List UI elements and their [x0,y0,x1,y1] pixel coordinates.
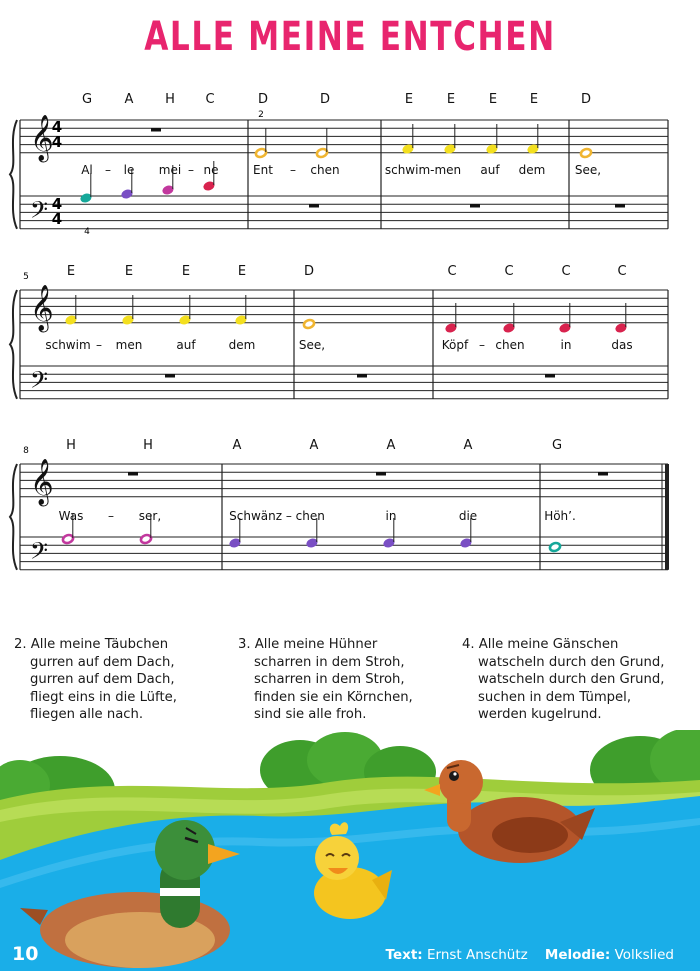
lyric: chen [310,163,340,177]
note-name: E [237,264,247,279]
bass-clef: 𝄢 [30,366,49,399]
note-e [179,295,191,325]
brace [10,120,17,229]
note-name: E [181,264,191,279]
lyric: Höh’. [544,509,576,523]
note-d [316,128,328,158]
note-name: A [232,438,242,453]
brace [10,290,17,399]
lyric: Schwänz – chen [229,509,325,523]
verse-line: 3. Alle meine Hühner [238,637,378,652]
melody-source: Volkslied [614,947,674,963]
note-g [549,542,561,553]
lyric: das [611,338,633,352]
note-name: H [143,438,153,453]
note-d [255,128,267,158]
whole-rest [376,472,386,476]
note-name: E [446,92,456,107]
note-name: E [529,92,539,107]
treble-clef: 𝄞 [30,459,54,505]
lyric: Köpf [441,338,469,352]
song-title: ALLE MEINE ENTCHEN [144,14,556,60]
note-name: C [617,264,627,279]
lyric: le [123,163,135,177]
verse-line: watscheln durch den Grund, [478,654,665,670]
verse-line: fliegt eins in die Lüfte, [30,689,177,705]
whole-rest [128,472,138,476]
verse-line: sind sie alle froh. [254,707,367,723]
final-barline-thick [665,464,669,570]
treble-clef: 𝄞 [30,285,54,331]
lyric: – [108,509,114,523]
note-name: D [319,92,331,107]
notes [62,124,627,552]
note-name: D [303,264,315,279]
bar-number-5: 5 [23,272,29,282]
page-number: 10 [12,943,39,965]
lyric: – [105,163,111,177]
lyric: men [115,338,143,352]
lyric: auf [176,338,196,352]
lyric: dem [228,338,256,352]
whole-rest [309,204,319,208]
note-name: C [561,264,571,279]
note-d [303,319,315,330]
lyric: auf [480,163,500,177]
melody-label: Melodie: [544,947,611,963]
note-name: C [504,264,514,279]
notehead [549,542,561,553]
whole-rest [615,204,625,208]
text-author: Ernst Anschütz [426,947,528,963]
verse-line: watscheln durch den Grund, [478,672,665,688]
note-c [559,303,571,333]
note-name: A [463,438,473,453]
time-signature-bottom-treble: 4 [51,133,63,151]
brace [10,464,17,570]
bass-clef: 𝄢 [30,196,49,229]
note-name: A [124,92,134,107]
whole-rest [165,374,175,378]
note-c [615,303,627,333]
lyric: mei [158,163,182,177]
lyric: – [479,338,485,352]
lyric: See, [298,338,326,352]
fingering-4: 4 [84,227,90,237]
lyric: Ent [253,163,273,177]
note-c [503,303,515,333]
verse-line: gurren auf dem Dach, [30,654,175,670]
note-g [80,173,92,203]
verse-line: werden kugelrund. [478,707,602,723]
note-name: G [81,92,93,107]
text-label: Text: [385,947,423,963]
verse-line: scharren in dem Stroh, [254,672,405,688]
lyric: schwim [45,338,91,352]
note-name: C [205,92,215,107]
time-signature-top-bass: 4 [51,195,63,213]
lyric: Al [81,163,93,177]
verse-line: fliegen alle nach. [30,707,144,723]
verse-4 [462,636,672,724]
whole-rest [357,374,367,378]
note-c [445,303,457,333]
lyric: See, [574,163,602,177]
time-signature-bottom-bass: 4 [51,210,63,228]
lyric: die [458,509,478,523]
verse-line: 4. Alle meine Gänschen [462,637,619,652]
note-name: D [257,92,269,107]
note-e [235,295,247,325]
note-name: D [580,92,592,107]
page-footer [0,945,700,967]
verse-line: gurren auf dem Dach, [30,672,175,688]
bar-number-8: 8 [23,446,29,456]
whole-rest [470,204,480,208]
lyric: dem [518,163,546,177]
notehead [303,319,315,330]
verse-3 [238,636,448,724]
note-name: A [309,438,319,453]
verse-line: scharren in dem Stroh, [254,654,405,670]
lyric: ser, [138,509,162,523]
lyric: chen [495,338,525,352]
pond-illustration [0,730,700,971]
note-name: E [66,264,76,279]
verse-line: 2. Alle meine Täubchen [14,637,169,652]
note-name: C [447,264,457,279]
note-e [65,295,77,325]
fingering-2: 2 [258,110,264,120]
note-name: E [124,264,134,279]
lyric: Was [58,509,84,523]
verse-2 [14,636,224,724]
whole-rest [545,374,555,378]
whole-rest [151,128,161,132]
note-d [580,148,592,159]
treble-clef: 𝄞 [30,115,54,161]
verse-line: finden sie ein Körnchen, [254,689,413,705]
note-e [122,295,134,325]
bass-clef: 𝄢 [30,537,49,570]
lyric: schwim-men [384,163,462,177]
verse-line: suchen in dem Tümpel, [478,689,632,705]
lyric: – [290,163,296,177]
note-name: H [165,92,175,107]
note-name: H [66,438,76,453]
lyric: – [188,163,194,177]
lyric: in [560,338,572,352]
lyric: – [96,338,102,352]
credits [386,947,674,963]
note-name: E [404,92,414,107]
whole-rest [598,472,608,476]
note-name: G [551,438,563,453]
note-name: A [386,438,396,453]
time-signature-top-treble: 4 [51,118,63,136]
lyric: ne [203,163,219,177]
note-name: E [488,92,498,107]
notehead [580,148,592,159]
lyric: in [385,509,397,523]
